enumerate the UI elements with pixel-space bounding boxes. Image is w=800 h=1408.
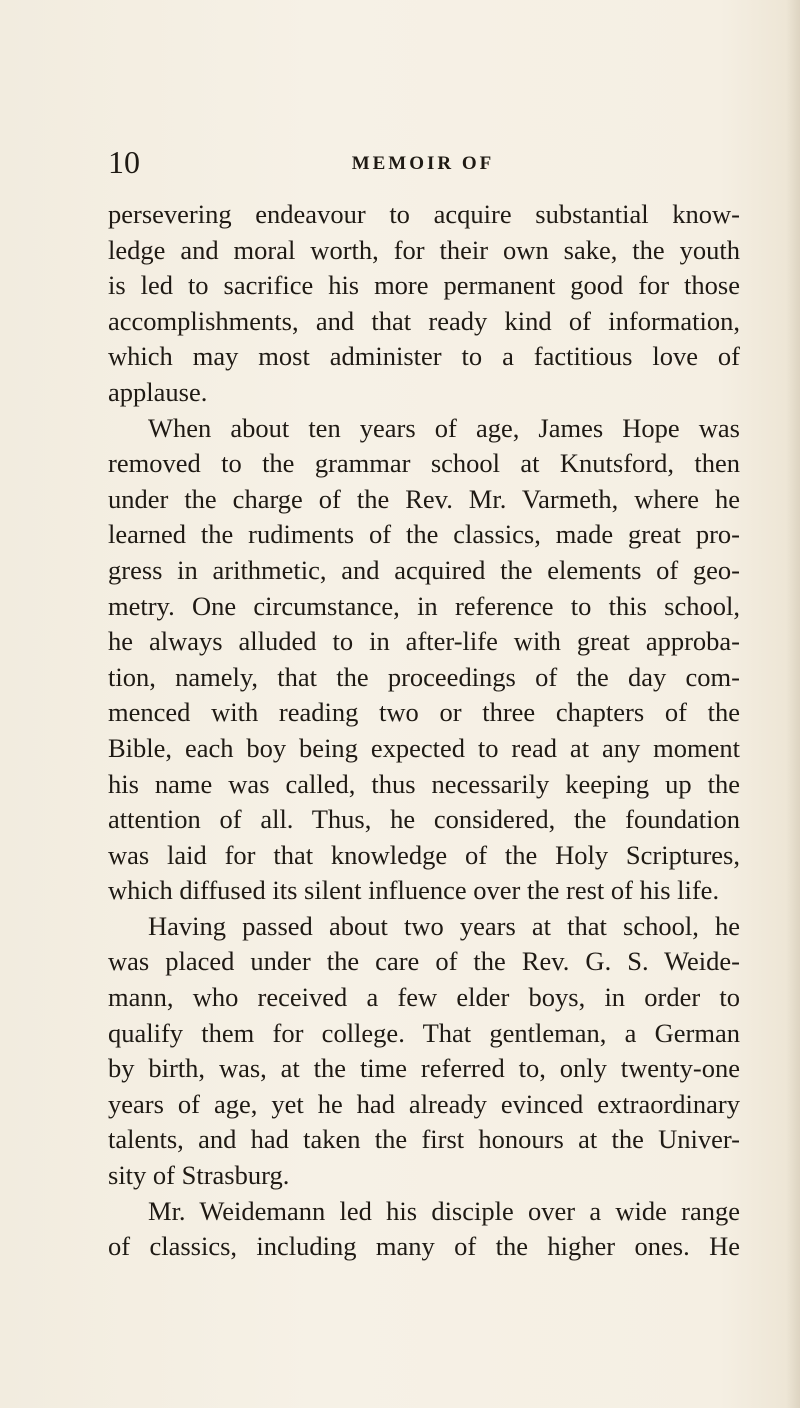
text-line: was laid for that knowledge of the Holy Scriptures, <box>108 839 740 870</box>
text-line: talents, and had taken the first honours at the Univer- <box>108 1124 740 1155</box>
page-number: 10 <box>108 144 140 180</box>
text-line: qualify them for college. That gentleman, a German <box>108 1017 740 1048</box>
text-line: by birth, was, at the time referred to, only twenty-one <box>108 1053 740 1084</box>
text-line: persevering endeavour to acquire substantial know- <box>108 199 740 229</box>
text-line: attention of all. Thus, he considered, the foundation <box>108 804 740 835</box>
text-line: years of age, yet he had already evinced extraordinary <box>108 1088 740 1119</box>
text-line: applause. <box>108 376 208 407</box>
text-line: under the charge of the Rev. Mr. Varmeth, where he <box>108 483 740 514</box>
paragraph-first-line: Mr. Weidemann led his disciple over a wide range <box>148 1195 740 1226</box>
text-line: removed to the grammar school at Knutsford, then <box>108 448 740 479</box>
text-line: mann, who received a few elder boys, in order to <box>108 982 740 1013</box>
body-text <box>108 197 740 1265</box>
text-line: of classics, including many of the higher ones. He <box>108 1231 740 1262</box>
text-line: learned the rudiments of the classics, made great pro- <box>108 519 740 550</box>
running-head <box>108 144 738 184</box>
text-line: he always alluded to in after-life with great approba- <box>108 626 740 657</box>
text-line: which diffused its silent influence over the rest of his life. <box>108 875 720 906</box>
text-line: was placed under the care of the Rev. G. S. Weide- <box>108 946 740 977</box>
text-line: metry. One circumstance, in reference to this school, <box>108 590 740 621</box>
text-line: is led to sacrifice his more permanent good for those <box>108 270 740 301</box>
text-line: sity of Strasburg. <box>108 1160 290 1191</box>
text-line: Bible, each boy being expected to read at any moment <box>108 732 740 763</box>
text-line: menced with reading two or three chapters of the <box>108 697 740 728</box>
paragraph-first-line: Having passed about two years at that school, he <box>148 910 740 941</box>
running-title: MEMOIR OF <box>351 153 495 174</box>
text-line: ledge and moral worth, for their own sake, the youth <box>108 234 740 265</box>
paragraph-first-line: When about ten years of age, James Hope was <box>148 412 740 443</box>
text-line: which may most administer to a factitious love of <box>108 341 740 372</box>
text-line: accomplishments, and that ready kind of information, <box>108 305 740 336</box>
text-line: his name was called, thus necessarily keeping up the <box>108 768 740 799</box>
text-line: tion, namely, that the proceedings of the day com- <box>108 661 740 692</box>
page-edge-shadow <box>786 0 800 1408</box>
text-line: gress in arithmetic, and acquired the elements of geo- <box>108 554 740 585</box>
